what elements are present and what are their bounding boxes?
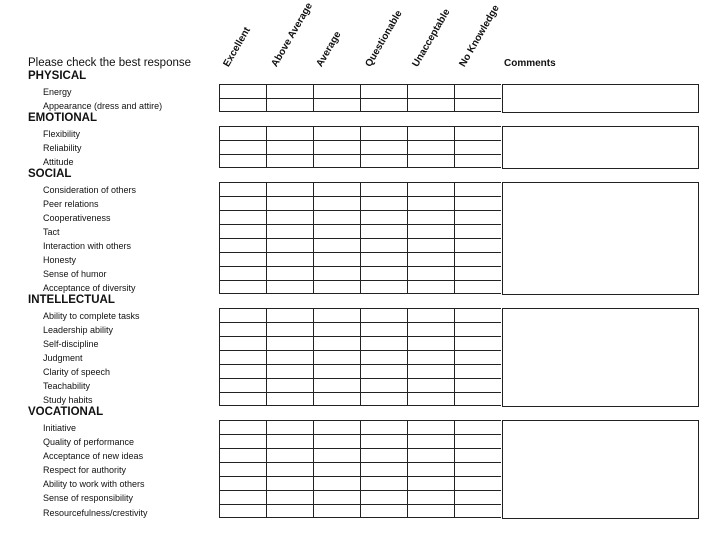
rating-cell-average[interactable] <box>313 392 360 406</box>
rating-cell-unacceptable[interactable] <box>407 392 454 406</box>
item-label: Teachability <box>43 381 91 391</box>
rating-cell-no-knowledge[interactable] <box>454 238 501 252</box>
rating-cell-excellent[interactable] <box>219 266 266 280</box>
rating-cell-average[interactable] <box>313 224 360 238</box>
item-label: Tact <box>43 227 60 237</box>
rating-cell-unacceptable[interactable] <box>407 140 454 154</box>
rating-cell-excellent[interactable] <box>219 224 266 238</box>
item-label: Flexibility <box>43 129 81 139</box>
rating-cell-questionable[interactable] <box>360 280 407 294</box>
rating-cell-average[interactable] <box>313 154 360 168</box>
rating-cell-average[interactable] <box>313 140 360 154</box>
rating-cell-questionable[interactable] <box>360 448 407 462</box>
rating-cell-average[interactable] <box>313 98 360 112</box>
rating-grid-physical <box>219 84 699 113</box>
rating-cell-above-average[interactable] <box>266 154 313 168</box>
rating-cell-above-average[interactable] <box>266 434 313 448</box>
item-label: Respect for authority <box>43 465 127 475</box>
rating-cell-average[interactable] <box>313 126 360 140</box>
rating-cell-no-knowledge[interactable] <box>454 308 501 322</box>
section-title-vocational: VOCATIONAL <box>28 406 104 418</box>
rating-cell-questionable[interactable] <box>360 308 407 322</box>
item-label: Consideration of others <box>43 185 137 195</box>
rating-cell-no-knowledge[interactable] <box>454 280 501 294</box>
rating-cell-no-knowledge[interactable] <box>454 476 501 490</box>
item-label: Resourcefulness/crestivity <box>43 508 148 518</box>
rating-cell-no-knowledge[interactable] <box>454 462 501 476</box>
rating-cell-excellent[interactable] <box>219 196 266 210</box>
rating-cell-average[interactable] <box>313 280 360 294</box>
rating-cell-questionable[interactable] <box>360 224 407 238</box>
rating-cell-above-average[interactable] <box>266 308 313 322</box>
rating-cell-unacceptable[interactable] <box>407 336 454 350</box>
section-title-social: SOCIAL <box>28 168 72 180</box>
rating-cell-above-average[interactable] <box>266 182 313 196</box>
rating-cell-unacceptable[interactable] <box>407 434 454 448</box>
rating-cell-average[interactable] <box>313 462 360 476</box>
rating-cell-excellent[interactable] <box>219 280 266 294</box>
rating-cell-excellent[interactable] <box>219 210 266 224</box>
rating-cell-average[interactable] <box>313 378 360 392</box>
rating-cell-unacceptable[interactable] <box>407 126 454 140</box>
rating-cell-average[interactable] <box>313 210 360 224</box>
rating-cell-above-average[interactable] <box>266 392 313 406</box>
rating-cell-questionable[interactable] <box>360 490 407 504</box>
item-label: Ability to work with others <box>43 479 145 489</box>
rating-cell-excellent[interactable] <box>219 336 266 350</box>
comments-box[interactable] <box>502 84 699 113</box>
item-label: Attitude <box>43 157 74 167</box>
rating-cell-average[interactable] <box>313 322 360 336</box>
rating-cell-unacceptable[interactable] <box>407 238 454 252</box>
item-label: Energy <box>43 87 72 97</box>
item-label: Interaction with others <box>43 241 132 251</box>
rating-cell-questionable[interactable] <box>360 378 407 392</box>
rating-cell-no-knowledge[interactable] <box>454 420 501 434</box>
rating-cell-questionable[interactable] <box>360 196 407 210</box>
rating-cell-above-average[interactable] <box>266 238 313 252</box>
rating-cell-questionable[interactable] <box>360 238 407 252</box>
rating-cell-no-knowledge[interactable] <box>454 224 501 238</box>
rating-cell-no-knowledge[interactable] <box>454 504 501 518</box>
rating-cell-unacceptable[interactable] <box>407 448 454 462</box>
rating-cell-above-average[interactable] <box>266 476 313 490</box>
rating-cell-no-knowledge[interactable] <box>454 98 501 112</box>
rating-cell-excellent[interactable] <box>219 420 266 434</box>
rating-cell-above-average[interactable] <box>266 504 313 518</box>
rating-cell-above-average[interactable] <box>266 84 313 98</box>
rating-cell-average[interactable] <box>313 84 360 98</box>
item-label: Peer relations <box>43 199 99 209</box>
rating-cell-no-knowledge[interactable] <box>454 322 501 336</box>
rating-cell-questionable[interactable] <box>360 252 407 266</box>
rating-cell-no-knowledge[interactable] <box>454 126 501 140</box>
rating-grid-vocational <box>219 420 699 519</box>
rating-cell-questionable[interactable] <box>360 210 407 224</box>
rating-cell-excellent[interactable] <box>219 462 266 476</box>
rating-cell-average[interactable] <box>313 490 360 504</box>
rating-cell-average[interactable] <box>313 238 360 252</box>
rating-cell-no-knowledge[interactable] <box>454 392 501 406</box>
rating-cell-average[interactable] <box>313 252 360 266</box>
rating-cell-above-average[interactable] <box>266 336 313 350</box>
rating-cell-no-knowledge[interactable] <box>454 448 501 462</box>
rating-cell-excellent[interactable] <box>219 476 266 490</box>
rating-cell-excellent[interactable] <box>219 364 266 378</box>
rating-cell-questionable[interactable] <box>360 350 407 364</box>
item-label: Study habits <box>43 395 93 405</box>
rating-cell-unacceptable[interactable] <box>407 182 454 196</box>
rating-cell-average[interactable] <box>313 448 360 462</box>
rating-cell-questionable[interactable] <box>360 364 407 378</box>
column-header-above-average: Above Average <box>269 1 316 69</box>
section-title-emotional: EMOTIONAL <box>28 112 97 124</box>
item-label: Judgment <box>43 353 83 363</box>
rating-cell-excellent[interactable] <box>219 350 266 364</box>
rating-cell-average[interactable] <box>313 364 360 378</box>
rating-cell-average[interactable] <box>313 266 360 280</box>
item-label: Sense of humor <box>43 269 107 279</box>
rating-cell-questionable[interactable] <box>360 182 407 196</box>
rating-cell-unacceptable[interactable] <box>407 154 454 168</box>
comments-column-header: Comments <box>504 58 556 69</box>
rating-cell-no-knowledge[interactable] <box>454 154 501 168</box>
rating-cell-above-average[interactable] <box>266 126 313 140</box>
rating-cell-above-average[interactable] <box>266 98 313 112</box>
rating-cell-questionable[interactable] <box>360 126 407 140</box>
rating-cell-no-knowledge[interactable] <box>454 266 501 280</box>
rating-cell-questionable[interactable] <box>360 84 407 98</box>
rating-cell-questionable[interactable] <box>360 140 407 154</box>
rating-cell-excellent[interactable] <box>219 504 266 518</box>
rating-cell-average[interactable] <box>313 182 360 196</box>
rating-cell-excellent[interactable] <box>219 140 266 154</box>
rating-cell-excellent[interactable] <box>219 490 266 504</box>
rating-cell-questionable[interactable] <box>360 476 407 490</box>
rating-cell-unacceptable[interactable] <box>407 196 454 210</box>
rating-cell-above-average[interactable] <box>266 196 313 210</box>
rating-grid-intellectual <box>219 308 699 407</box>
rating-cell-above-average[interactable] <box>266 322 313 336</box>
item-label: Acceptance of new ideas <box>43 451 144 461</box>
rating-cell-unacceptable[interactable] <box>407 308 454 322</box>
rating-cell-questionable[interactable] <box>360 98 407 112</box>
rating-cell-above-average[interactable] <box>266 224 313 238</box>
rating-cell-average[interactable] <box>313 420 360 434</box>
rating-cell-average[interactable] <box>313 434 360 448</box>
item-label: Cooperativeness <box>43 213 111 223</box>
rating-grid-emotional <box>219 126 699 169</box>
rating-cell-questionable[interactable] <box>360 462 407 476</box>
rating-cell-no-knowledge[interactable] <box>454 140 501 154</box>
column-header-excellent: Excellent <box>221 25 253 69</box>
rating-grid-social <box>219 182 699 295</box>
item-label: Quality of performance <box>43 437 135 447</box>
rating-cell-questionable[interactable] <box>360 434 407 448</box>
rating-cell-no-knowledge[interactable] <box>454 364 501 378</box>
rating-cell-unacceptable[interactable] <box>407 266 454 280</box>
rating-cell-unacceptable[interactable] <box>407 84 454 98</box>
rating-cell-above-average[interactable] <box>266 350 313 364</box>
rating-cell-unacceptable[interactable] <box>407 252 454 266</box>
item-label: Ability to complete tasks <box>43 311 140 321</box>
rating-cell-above-average[interactable] <box>266 490 313 504</box>
rating-cell-excellent[interactable] <box>219 238 266 252</box>
column-header-no-knowledge: No Knowledge <box>457 3 502 69</box>
section-title-intellectual: INTELLECTUAL <box>28 294 115 306</box>
rating-cell-excellent[interactable] <box>219 448 266 462</box>
item-label: Appearance (dress and attire) <box>43 101 163 111</box>
rating-cell-unacceptable[interactable] <box>407 98 454 112</box>
rating-cell-unacceptable[interactable] <box>407 420 454 434</box>
rating-cell-no-knowledge[interactable] <box>454 434 501 448</box>
rating-cell-questionable[interactable] <box>360 504 407 518</box>
rating-cell-questionable[interactable] <box>360 266 407 280</box>
rating-cell-above-average[interactable] <box>266 364 313 378</box>
rating-cell-questionable[interactable] <box>360 420 407 434</box>
rating-cell-unacceptable[interactable] <box>407 224 454 238</box>
item-label: Clarity of speech <box>43 367 111 377</box>
comments-box[interactable] <box>502 182 699 295</box>
rating-cell-excellent[interactable] <box>219 308 266 322</box>
rating-cell-average[interactable] <box>313 336 360 350</box>
rating-cell-excellent[interactable] <box>219 182 266 196</box>
section-title-physical: PHYSICAL <box>28 70 87 82</box>
rating-cell-no-knowledge[interactable] <box>454 336 501 350</box>
rating-cell-above-average[interactable] <box>266 266 313 280</box>
item-label: Honesty <box>43 255 77 265</box>
rating-cell-above-average[interactable] <box>266 448 313 462</box>
rating-cell-unacceptable[interactable] <box>407 504 454 518</box>
rating-cell-above-average[interactable] <box>266 378 313 392</box>
item-label: Acceptance of diversity <box>43 283 136 293</box>
rating-cell-above-average[interactable] <box>266 280 313 294</box>
rating-cell-no-knowledge[interactable] <box>454 196 501 210</box>
rating-cell-unacceptable[interactable] <box>407 378 454 392</box>
item-label: Initiative <box>43 423 77 433</box>
form-instruction: Please check the best response <box>28 57 192 69</box>
rating-cell-above-average[interactable] <box>266 462 313 476</box>
rating-cell-excellent[interactable] <box>219 98 266 112</box>
rating-cell-unacceptable[interactable] <box>407 210 454 224</box>
rating-cell-excellent[interactable] <box>219 84 266 98</box>
rating-cell-unacceptable[interactable] <box>407 490 454 504</box>
rating-cell-average[interactable] <box>313 504 360 518</box>
rating-cell-unacceptable[interactable] <box>407 322 454 336</box>
rating-cell-questionable[interactable] <box>360 336 407 350</box>
column-header-average: Average <box>314 29 344 69</box>
column-header-questionable: Questionable <box>363 8 405 69</box>
rating-cell-excellent[interactable] <box>219 434 266 448</box>
rating-cell-no-knowledge[interactable] <box>454 182 501 196</box>
rating-cell-above-average[interactable] <box>266 252 313 266</box>
rating-cell-unacceptable[interactable] <box>407 350 454 364</box>
item-label: Leadership ability <box>43 325 114 335</box>
rating-cell-unacceptable[interactable] <box>407 280 454 294</box>
rating-cell-no-knowledge[interactable] <box>454 490 501 504</box>
rating-cell-no-knowledge[interactable] <box>454 210 501 224</box>
rating-cell-questionable[interactable] <box>360 322 407 336</box>
rating-cell-no-knowledge[interactable] <box>454 252 501 266</box>
rating-cell-unacceptable[interactable] <box>407 364 454 378</box>
rating-cell-average[interactable] <box>313 196 360 210</box>
item-label: Reliability <box>43 143 82 153</box>
rating-cell-questionable[interactable] <box>360 154 407 168</box>
rating-cell-excellent[interactable] <box>219 154 266 168</box>
rating-cell-questionable[interactable] <box>360 392 407 406</box>
rating-cell-above-average[interactable] <box>266 210 313 224</box>
item-label: Self-discipline <box>43 339 99 349</box>
column-header-unacceptable: Unacceptable <box>410 7 453 69</box>
rating-cell-no-knowledge[interactable] <box>454 84 501 98</box>
rating-cell-average[interactable] <box>313 476 360 490</box>
rating-cell-average[interactable] <box>313 350 360 364</box>
rating-cell-average[interactable] <box>313 308 360 322</box>
rating-cell-no-knowledge[interactable] <box>454 378 501 392</box>
rating-cell-above-average[interactable] <box>266 140 313 154</box>
rating-cell-excellent[interactable] <box>219 322 266 336</box>
rating-cell-excellent[interactable] <box>219 392 266 406</box>
rating-cell-no-knowledge[interactable] <box>454 350 501 364</box>
rating-cell-excellent[interactable] <box>219 252 266 266</box>
rating-cell-above-average[interactable] <box>266 420 313 434</box>
item-label: Sense of responsibility <box>43 493 134 503</box>
rating-cell-excellent[interactable] <box>219 378 266 392</box>
rating-cell-excellent[interactable] <box>219 126 266 140</box>
rating-cell-unacceptable[interactable] <box>407 462 454 476</box>
rating-cell-unacceptable[interactable] <box>407 476 454 490</box>
comments-box[interactable] <box>502 126 699 169</box>
comments-box[interactable] <box>502 308 699 407</box>
comments-box[interactable] <box>502 420 699 519</box>
